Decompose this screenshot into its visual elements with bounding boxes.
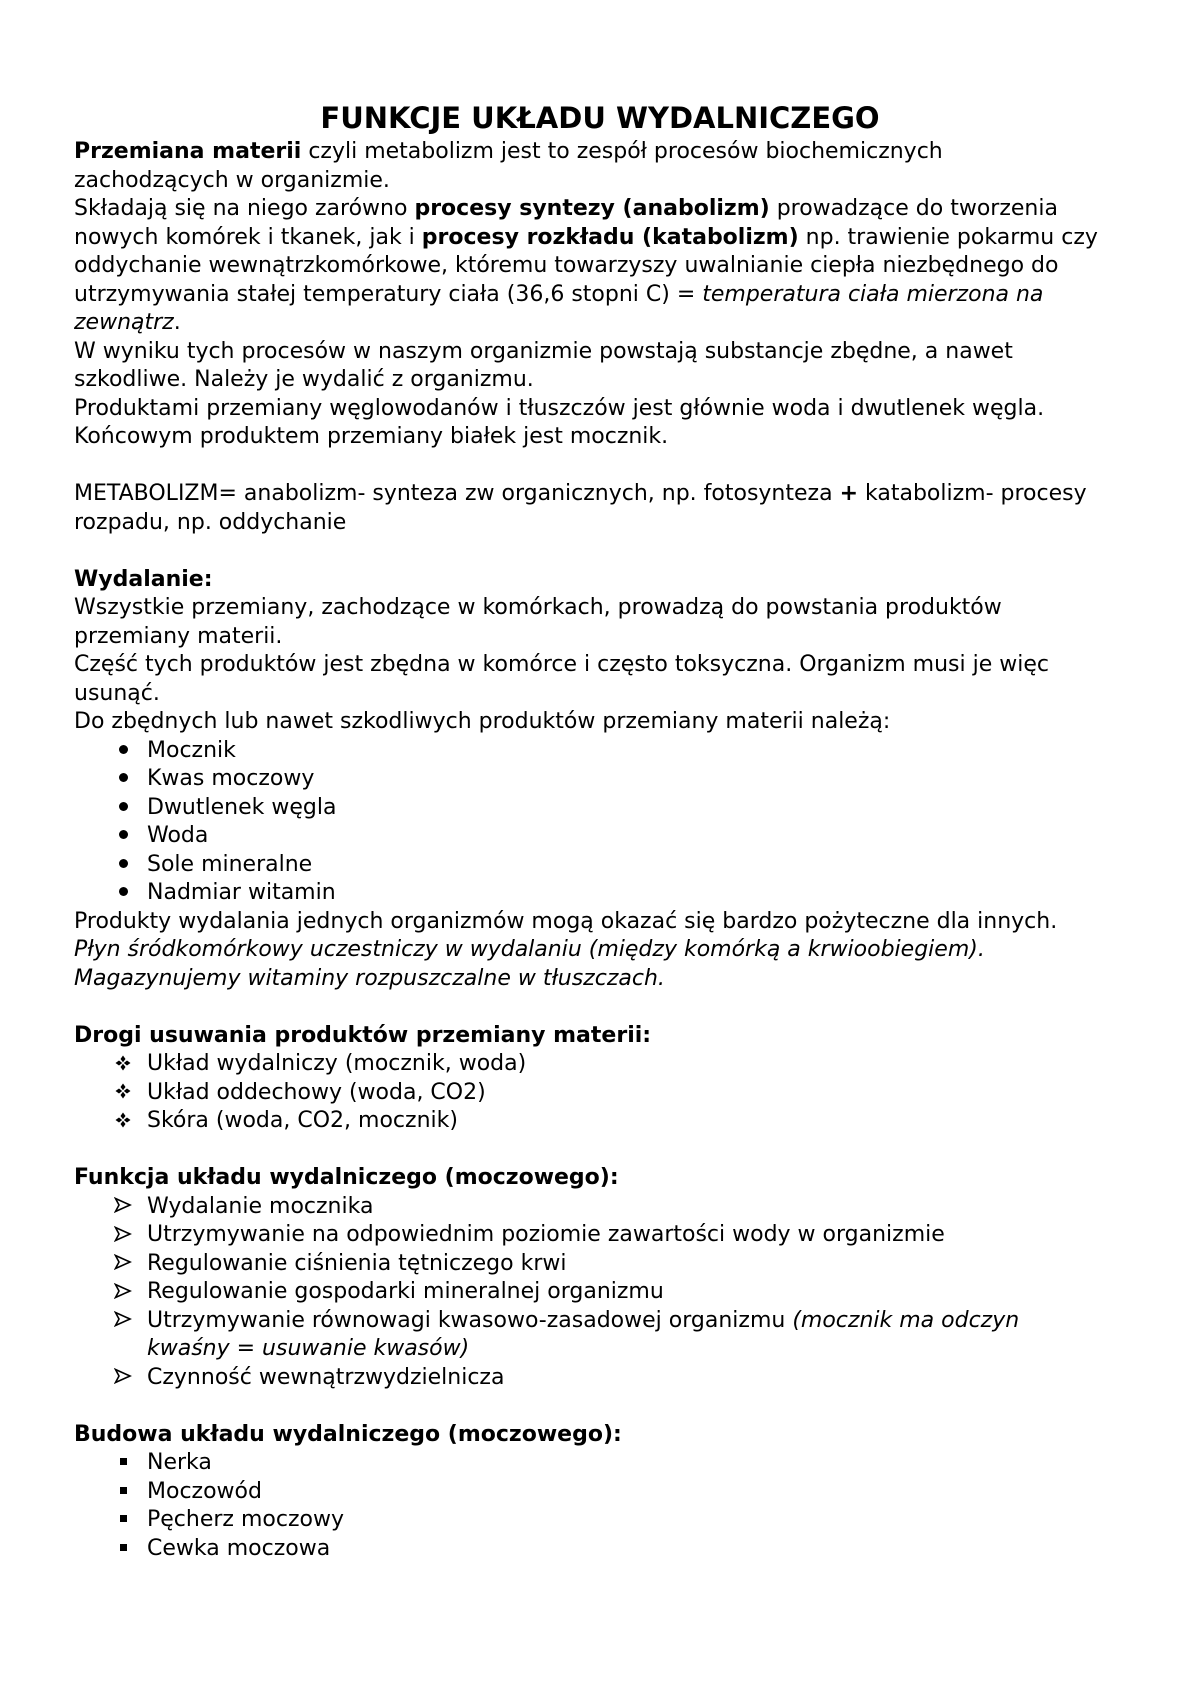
list-item: Nadmiar witamin <box>74 879 1100 908</box>
paragraph-carbohydrate-products: Produktami przemiany węglowodanów i tłuszczów jest głównie woda i dwutlenek węgla. <box>74 395 1045 421</box>
paragraph-protein-products: Końcowym produktem przemiany białek jest mocznik. <box>74 424 669 449</box>
spacer <box>74 452 1100 481</box>
arrowhead-bullet-icon <box>112 1364 134 1393</box>
square-bullet-icon <box>112 1535 134 1564</box>
list-item: Regulowanie ciśnienia tętniczego krwi <box>74 1250 1100 1279</box>
paragraph-excretion-1: Wszystkie przemiany, zachodzące w komórkach, prowadzą do powstania produktów przemiany materii. <box>74 595 1002 649</box>
page-title: FUNKCJE UKŁADU WYDALNICZEGO <box>320 101 880 135</box>
structure-list <box>74 1449 1100 1563</box>
four-diamond-bullet-icon <box>112 1107 134 1136</box>
harmful-products-list <box>74 737 1100 908</box>
paragraph-excretion-2: Część tych produktów jest zbędna w komórce i często toksyczna. Organizm musi je więc usunąć. <box>74 652 1049 706</box>
four-diamond-bullet-icon <box>112 1050 134 1079</box>
list-item: Dwutlenek węgla <box>74 794 1100 823</box>
list-item: Skóra (woda, CO2, mocznik) <box>74 1107 1100 1136</box>
list-item: Nerka <box>74 1449 1100 1478</box>
square-bullet-icon <box>112 1449 134 1478</box>
bullet-icon <box>112 879 134 908</box>
list-item: Układ wydalniczy (mocznik, woda) <box>74 1050 1100 1079</box>
four-diamond-bullet-icon <box>112 1079 134 1108</box>
arrowhead-bullet-icon <box>112 1278 134 1307</box>
heading-excretion: Wydalanie: <box>74 566 213 592</box>
term-catabolism: procesy rozkładu (katabolizm) <box>421 224 799 250</box>
square-bullet-icon <box>112 1478 134 1507</box>
list-item: Utrzymywanie równowagi kwasowo-zasadowej organizmu (mocznik ma odczyn kwaśny = usuwanie kwasów) <box>74 1307 1100 1364</box>
note-temperature: temperatura ciała mierzona na zewnątrz <box>74 281 1044 335</box>
list-item: Pęcherz moczowy <box>74 1506 1100 1535</box>
list-item: Kwas moczowy <box>74 765 1100 794</box>
paragraph-harmful-substances: W wyniku tych procesów w naszym organizmie powstają substancje zbędne, a nawet szkodliwe. Należy je wydalić z organizmu. <box>74 338 1013 392</box>
list-item: Sole mineralne <box>74 851 1100 880</box>
spacer <box>74 1136 1100 1165</box>
paragraph-metabolism-definition: Przemiana materii czyli metabolizm jest to zespół procesów biochemicznych zachodzących w organizmie. <box>74 139 943 193</box>
bullet-icon <box>112 737 134 766</box>
heading-routes: Drogi usuwania produktów przemiany materii: <box>74 1022 652 1048</box>
term-metabolism: Przemiana materii <box>74 139 302 164</box>
list-item: Cewka moczowa <box>74 1535 1100 1564</box>
routes-list <box>74 1050 1100 1136</box>
spacer <box>74 537 1100 566</box>
term-anabolism: procesy syntezy (anabolizm) <box>414 196 770 221</box>
arrowhead-bullet-icon <box>112 1221 134 1250</box>
list-item: Regulowanie gospodarki mineralnej organizmu <box>74 1278 1100 1307</box>
spacer <box>74 1392 1100 1421</box>
bullet-icon <box>112 765 134 794</box>
paragraph-metabolism-summary: METABOLIZM= anabolizm- synteza zw organicznych, np. fotosynteza + katabolizm- procesy rozpadu, np. oddychanie <box>74 481 1087 535</box>
plus-sign: + <box>839 481 859 506</box>
paragraph-excretion-3: Do zbędnych lub nawet szkodliwych produktów przemiany materii należą: <box>74 709 891 734</box>
heading-functions: Funkcja układu wydalniczego (moczowego): <box>74 1165 619 1190</box>
list-item: Czynność wewnątrzwydzielnicza <box>74 1364 1100 1393</box>
list-item: Utrzymywanie na odpowiednim poziomie zawartości wody w organizmie <box>74 1221 1100 1250</box>
bullet-icon <box>112 851 134 880</box>
list-item: Układ oddechowy (woda, CO2) <box>74 1079 1100 1108</box>
functions-list <box>74 1193 1100 1393</box>
bullet-icon <box>112 794 134 823</box>
spacer <box>74 993 1100 1022</box>
list-item: Mocznik <box>74 737 1100 766</box>
note-vitamins: Magazynujemy witaminy rozpuszczalne w tłuszczach. <box>74 965 665 991</box>
list-item: Wydalanie mocznika <box>74 1193 1100 1222</box>
paragraph-excretion-4: Produkty wydalania jednych organizmów mogą okazać się bardzo pożyteczne dla innych. <box>74 908 1058 934</box>
arrowhead-bullet-icon <box>112 1250 134 1279</box>
bullet-icon <box>112 822 134 851</box>
note-intracellular-fluid: Płyn śródkomórkowy uczestniczy w wydalaniu (między komórką a krwioobiegiem). <box>74 937 985 962</box>
square-bullet-icon <box>112 1506 134 1535</box>
arrowhead-bullet-icon <box>112 1307 134 1336</box>
arrowhead-bullet-icon <box>112 1193 134 1222</box>
list-item: Moczowód <box>74 1478 1100 1507</box>
list-item: Woda <box>74 822 1100 851</box>
heading-structure: Budowa układu wydalniczego (moczowego): <box>74 1421 622 1447</box>
paragraph-anabolism-catabolism: Składają się na niego zarówno procesy syntezy (anabolizm) prowadzące do tworzenia nowych komórek i tkanek, jak i procesy rozkładu (katabolizm) np. trawienie pokarmu czy oddychanie wewnątrzkomórkowe, któremu towarzyszy uwalnianie ciepła niezbędnego do utrzymywania stałej temperatury ciała (36,6 stopni C) = temperatura ciała mierzona na zewnątrz. <box>74 196 1098 335</box>
